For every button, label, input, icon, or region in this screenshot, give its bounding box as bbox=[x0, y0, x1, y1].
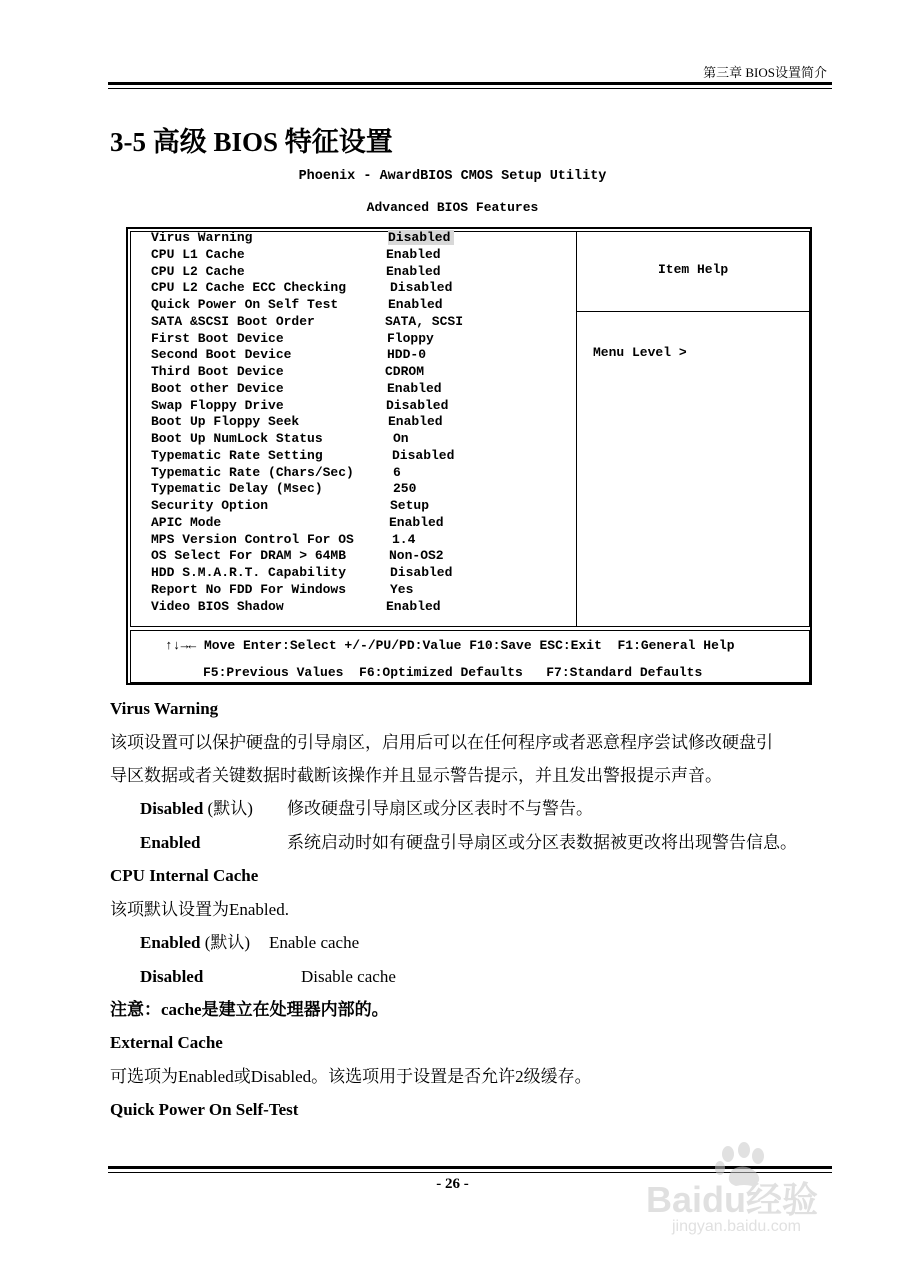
bios-setting-value[interactable]: Disabled bbox=[392, 447, 455, 463]
bios-setting-value[interactable]: Enabled bbox=[386, 598, 441, 614]
bios-panel-divider bbox=[576, 231, 577, 627]
cpu-cache-option-disabled-desc: Disable cache bbox=[301, 967, 396, 986]
bios-setting-value[interactable]: Non-OS2 bbox=[389, 548, 444, 564]
bios-setting-label: CPU L2 Cache ECC Checking bbox=[151, 280, 347, 296]
virus-warning-heading: Virus Warning bbox=[110, 699, 219, 718]
bios-setting-label: HDD S.M.A.R.T. Capability bbox=[151, 565, 347, 580]
virus-warning-para2: 导区数据或者关键数据时截断该操作并且显示警告提示，并且发出警报提示声音。 bbox=[110, 766, 722, 785]
bios-setting-label: Third Boot Device bbox=[151, 364, 284, 379]
virus-warning-option-disabled bbox=[140, 799, 253, 819]
bios-setting-value[interactable]: CDROM bbox=[385, 364, 425, 379]
cpu-cache-heading: CPU Internal Cache bbox=[110, 866, 259, 885]
bios-setting-value[interactable]: Enabled bbox=[386, 263, 441, 279]
bios-setting-label: Security Option bbox=[151, 498, 269, 513]
bios-setting-label: Report No FDD For Windows bbox=[151, 581, 347, 597]
bios-setting-label: Quick Power On Self Test bbox=[151, 297, 339, 312]
bios-setting-label: Boot Up NumLock Status bbox=[151, 431, 323, 446]
bios-setting-value[interactable]: Enabled bbox=[388, 414, 443, 430]
virus-warning-option-enabled: Enabled bbox=[140, 833, 201, 852]
bios-setting-value[interactable]: Setup bbox=[390, 498, 430, 513]
bios-setting-value[interactable]: Enabled bbox=[386, 246, 441, 262]
cpu-cache-option-disabled: Disabled bbox=[140, 967, 204, 986]
bios-setting-value[interactable]: Disabled bbox=[388, 230, 454, 245]
bios-setting-value[interactable]: On bbox=[393, 431, 409, 446]
external-cache-para: 可选项为Enabled或Disabled。该选项用于设置是否允许2级缓存。 bbox=[110, 1067, 592, 1086]
menu-level-label: Menu Level > bbox=[593, 345, 687, 360]
quick-power-heading: Quick Power On Self-Test bbox=[110, 1100, 299, 1119]
option-default-tag: (默认) bbox=[200, 933, 251, 952]
bios-setting-value[interactable]: Disabled bbox=[390, 280, 453, 296]
external-cache-heading: External Cache bbox=[110, 1033, 223, 1052]
watermark-brand: Baidu经验 bbox=[646, 1179, 819, 1220]
header-rule-thick bbox=[108, 82, 832, 85]
section-title: 3-5 高级 BIOS 特征设置 bbox=[110, 127, 393, 157]
bios-setting-label: Second Boot Device bbox=[151, 347, 292, 363]
bios-setting-value[interactable]: Disabled bbox=[390, 565, 453, 580]
bios-setting-value[interactable]: Enabled bbox=[388, 297, 443, 312]
bios-setting-label: Typematic Delay (Msec) bbox=[151, 481, 323, 497]
bios-setting-label: First Boot Device bbox=[151, 330, 284, 346]
baidu-watermark bbox=[640, 1140, 860, 1250]
bios-setting-label: SATA &SCSI Boot Order bbox=[151, 313, 315, 329]
bios-setting-value[interactable]: 6 bbox=[393, 464, 401, 480]
bios-setting-label: OS Select For DRAM > 64MB bbox=[151, 548, 347, 564]
bios-setting-label: Video BIOS Shadow bbox=[151, 598, 284, 614]
bios-setting-label: Virus Warning bbox=[151, 230, 253, 245]
bios-setting-value[interactable]: 1.4 bbox=[392, 531, 416, 547]
option-name: Enabled bbox=[140, 933, 201, 952]
bios-setting-value[interactable]: Enabled bbox=[389, 514, 444, 530]
bios-setting-label: MPS Version Control For OS bbox=[151, 531, 354, 547]
bios-setting-label: Boot Up Floppy Seek bbox=[151, 414, 300, 430]
bios-setting-label: CPU L1 Cache bbox=[151, 246, 245, 262]
option-default-tag: (默认) bbox=[203, 799, 253, 818]
bios-setting-value[interactable]: Disabled bbox=[386, 397, 449, 413]
bios-setting-label: Swap Floppy Drive bbox=[151, 397, 284, 413]
virus-warning-para1: 该项设置可以保护硬盘的引导扇区，启用后可以在任何程序或者恶意程序尝试修改硬盘引 bbox=[110, 733, 773, 752]
virus-warning-option-disabled-desc: 修改硬盘引导扇区或分区表时不与警告。 bbox=[287, 799, 593, 818]
bios-setting-value[interactable]: HDD-0 bbox=[387, 347, 427, 363]
bios-key-help-line1: ↑↓→← Move Enter:Select +/-/PU/PD:Value F10:Save ESC:Exit F1:General Help bbox=[165, 638, 735, 653]
bios-setting-value[interactable]: Enabled bbox=[387, 380, 442, 396]
item-help-label: Item Help bbox=[658, 262, 729, 277]
bios-setting-value[interactable]: SATA, SCSI bbox=[385, 313, 464, 329]
bios-setting-label: Typematic Rate (Chars/Sec) bbox=[151, 464, 354, 480]
option-name: Disabled bbox=[140, 799, 204, 818]
cpu-cache-option-enabled-desc: Enable cache bbox=[269, 933, 360, 952]
bios-key-help-line2: F5:Previous Values F6:Optimized Defaults F7:Standard Defaults bbox=[203, 665, 703, 680]
cpu-cache-para: 该项默认设置为Enabled. bbox=[110, 900, 289, 919]
bios-setting-label: APIC Mode bbox=[151, 514, 222, 530]
bios-setting-label: CPU L2 Cache bbox=[151, 263, 245, 279]
chapter-header: 第三章 BIOS设置简介 bbox=[703, 65, 827, 80]
virus-warning-option-enabled-desc: 系统启动时如有硬盘引导扇区或分区表数据被更改将出现警告信息。 bbox=[287, 833, 797, 852]
cache-note: 注意：cache是建立在处理器内部的。 bbox=[110, 1000, 389, 1019]
bios-setting-value[interactable]: Yes bbox=[390, 581, 414, 597]
header-rule-thin bbox=[108, 88, 832, 89]
watermark-url: jingyan.baidu.com bbox=[672, 1218, 801, 1235]
cpu-cache-option-enabled bbox=[140, 933, 250, 953]
bios-setting-label: Typematic Rate Setting bbox=[151, 447, 323, 463]
page-number: - 26 - bbox=[436, 1176, 469, 1192]
bios-utility-title: Phoenix - AwardBIOS CMOS Setup Utility bbox=[298, 169, 607, 184]
bios-setting-value[interactable]: 250 bbox=[393, 481, 417, 497]
bios-setting-label: Boot other Device bbox=[151, 380, 284, 396]
bios-subtitle: Advanced BIOS Features bbox=[366, 200, 539, 215]
bios-help-divider bbox=[576, 311, 810, 312]
bios-setting-value[interactable]: Floppy bbox=[387, 330, 434, 346]
